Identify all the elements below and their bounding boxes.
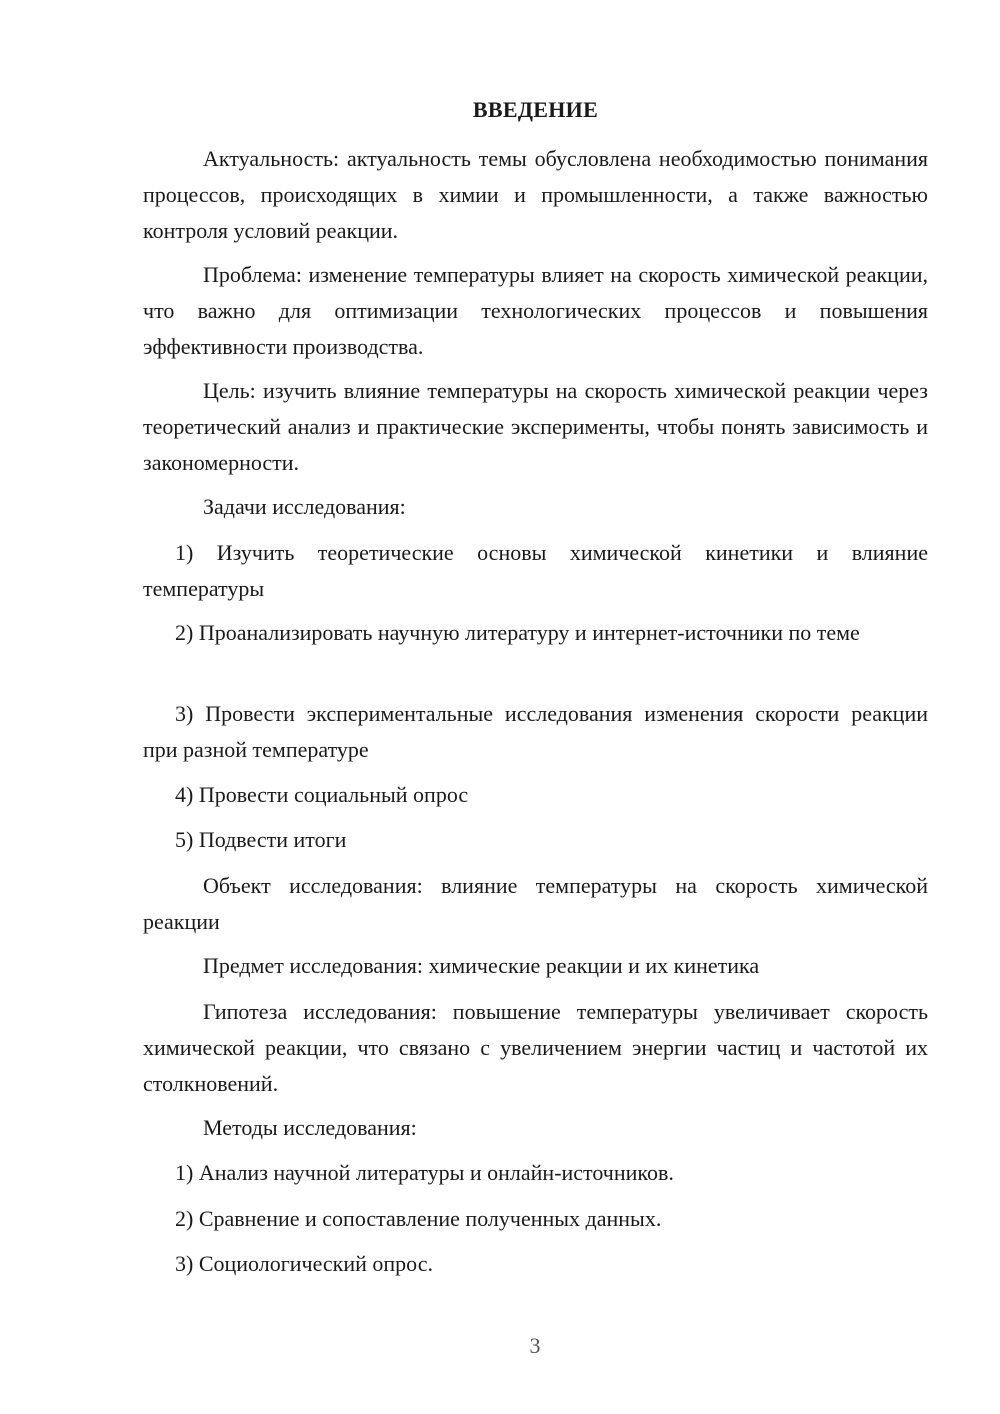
relevance-paragraph: Актуальность: актуальность темы обусловлена необходимостью понимания процессов, происходящих в химии и промышленности, а также важностью контроля условий реакции. <box>143 146 928 243</box>
task-item-5: 5) Подвести итоги <box>175 827 347 852</box>
method-item-3: 3) Социологический опрос. <box>175 1251 433 1276</box>
method-item-1: 1) Анализ научной литературы и онлайн-источников. <box>175 1160 674 1185</box>
task-item-1: 1) Изучить теоретические основы химической кинетики и влияние температуры <box>143 540 928 601</box>
goal-paragraph: Цель: изучить влияние температуры на скорость химической реакции через теоретический анализ и практические эксперименты, чтобы понять зависимость и закономерности. <box>143 378 928 475</box>
tasks-heading: Задачи исследования: <box>203 494 406 519</box>
subject-paragraph: Предмет исследования: химические реакции и их кинетика <box>203 953 760 978</box>
page-number: 3 <box>529 1333 541 1358</box>
task-item-3: 3) Провести экспериментальные исследования изменения скорости реакции при разной температуре <box>143 701 928 762</box>
problem-paragraph: Проблема: изменение температуры влияет на скорость химической реакции, что важно для оптимизации технологических процессов и повышения эффективности производства. <box>143 262 928 359</box>
object-paragraph: Объект исследования: влияние температуры на скорость химической реакции <box>143 873 928 934</box>
methods-heading: Методы исследования: <box>203 1115 417 1140</box>
section-heading: ВВЕДЕНИЕ <box>472 97 599 122</box>
task-item-2: 2) Проанализировать научную литературу и интернет-источники по теме <box>175 620 860 645</box>
task-item-4: 4) Провести социальный опрос <box>175 782 469 807</box>
hypothesis-paragraph: Гипотеза исследования: повышение температуры увеличивает скорость химической реакции, что связано с увеличением энергии частиц и частотой их столкновений. <box>143 999 928 1096</box>
method-item-2: 2) Сравнение и сопоставление полученных данных. <box>175 1206 662 1231</box>
